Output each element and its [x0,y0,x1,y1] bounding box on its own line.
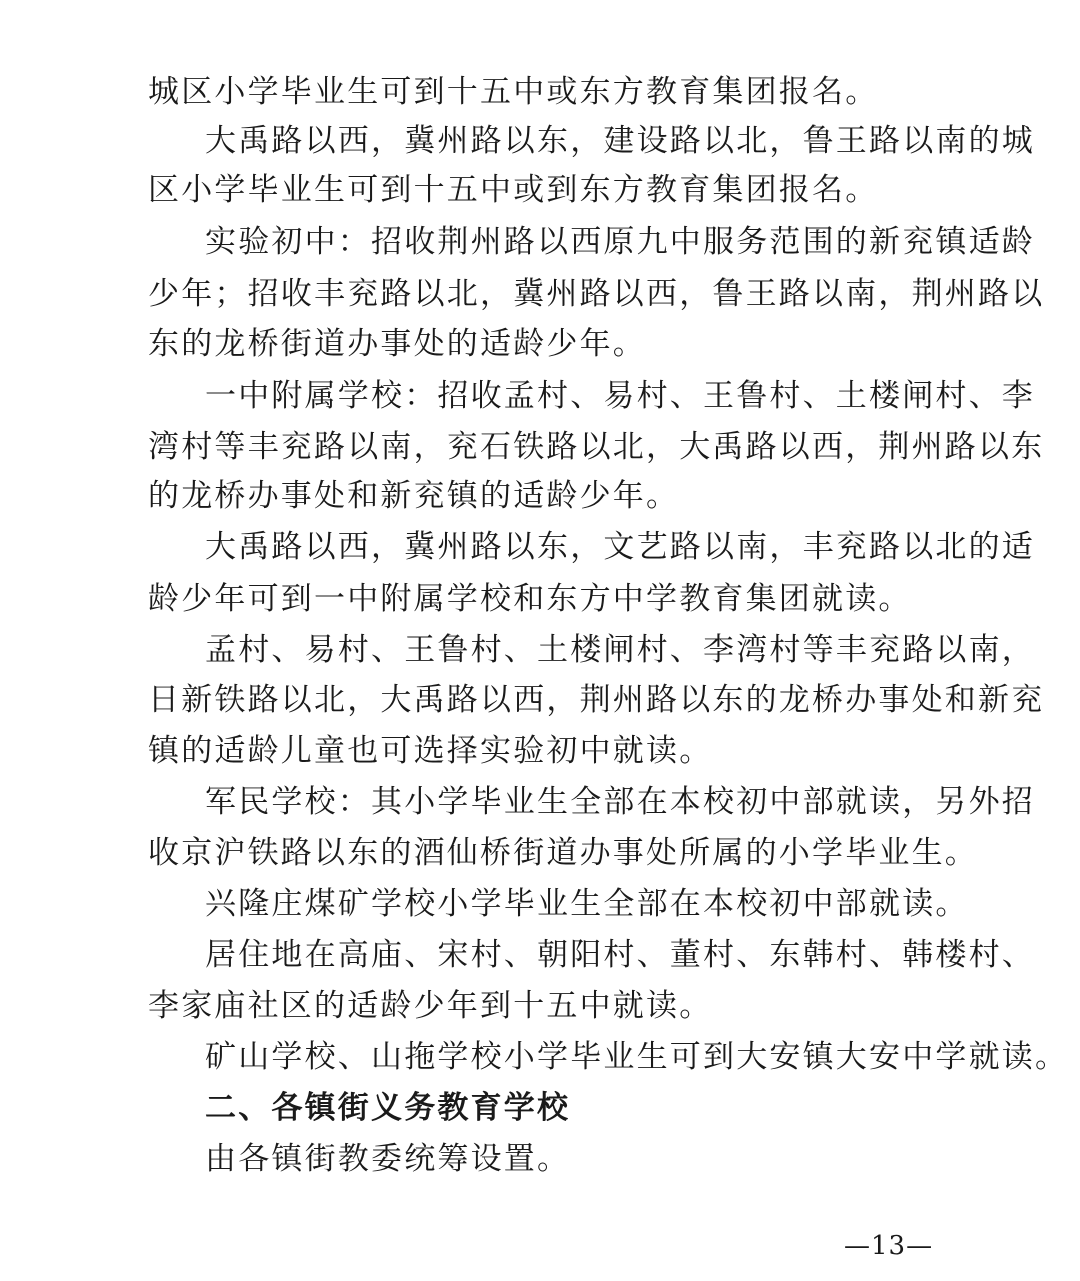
paragraph-line: 矿山学校、山拖学校小学毕业生可到大安镇大安中学就读。 [205,1039,1069,1075]
paragraph-line: 区小学毕业生可到十五中或到东方教育集团报名。 [148,172,879,208]
paragraph-line: 实验初中：招收荆州路以西原九中服务范围的新兖镇适龄 [205,224,1035,260]
paragraph-line: 大禹路以西，冀州路以东，建设路以北，鲁王路以南的城 [205,123,1035,159]
paragraph-line: 的龙桥办事处和新兖镇的适龄少年。 [148,478,680,514]
paragraph-line: 镇的适龄儿童也可选择实验初中就读。 [148,733,713,769]
paragraph-line: 李家庙社区的适龄少年到十五中就读。 [148,988,713,1024]
paragraph-line: 兴隆庄煤矿学校小学毕业生全部在本校初中部就读。 [205,886,969,922]
paragraph-line: 日新铁路以北，大禹路以西，荆州路以东的龙桥办事处和新兖 [148,682,1045,718]
paragraph-line: 湾村等丰兖路以南，兖石铁路以北，大禹路以西，荆州路以东 [148,429,1045,465]
paragraph-line: 一中附属学校：招收孟村、易村、王鲁村、土楼闸村、李 [205,378,1035,414]
paragraph-line: 龄少年可到一中附属学校和东方中学教育集团就读。 [148,581,912,617]
page-number: —13— [844,1231,934,1261]
paragraph-line: 收京沪铁路以东的酒仙桥街道办事处所属的小学毕业生。 [148,835,978,871]
section-heading: 二、各镇街义务教育学校 [205,1090,571,1126]
paragraph-line: 军民学校：其小学毕业生全部在本校初中部就读，另外招 [205,784,1035,820]
paragraph-line: 少年；招收丰兖路以北，冀州路以西，鲁王路以南，荆州路以 [148,276,1045,312]
paragraph-line: 大禹路以西，冀州路以东，文艺路以南，丰兖路以北的适 [205,529,1035,565]
paragraph-line: 居住地在高庙、宋村、朝阳村、董村、东韩村、韩楼村、 [205,937,1035,973]
paragraph-line: 由各镇街教委统筹设置。 [205,1141,571,1177]
paragraph-line: 东的龙桥街道办事处的适龄少年。 [148,326,646,362]
paragraph-line: 城区小学毕业生可到十五中或东方教育集团报名。 [148,74,879,110]
paragraph-line: 孟村、易村、王鲁村、土楼闸村、李湾村等丰兖路以南， [205,632,1035,668]
